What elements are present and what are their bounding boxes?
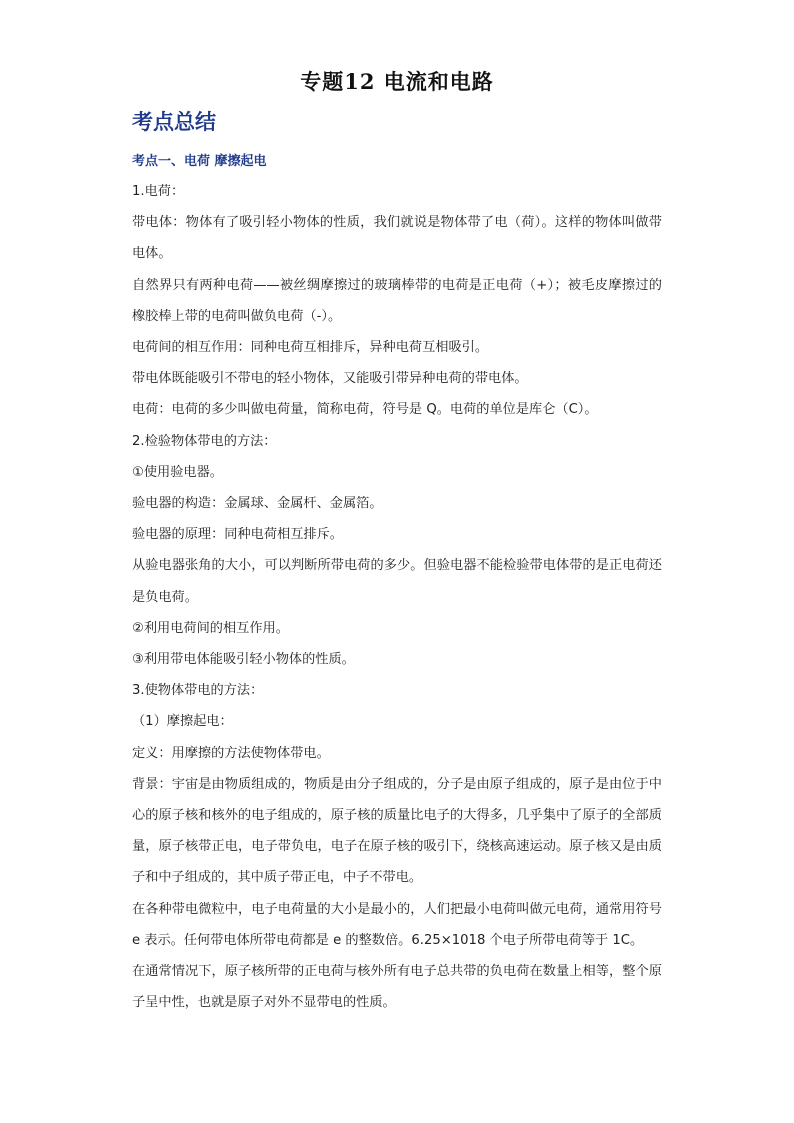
paragraph: 2.检验物体带电的方法： (132, 433, 277, 449)
paragraph: 验电器的构造：金属球、金属杆、金属箔。 (132, 496, 383, 512)
paragraph: （1）摩擦起电： (132, 714, 233, 730)
paragraph: 验电器的原理：同种电荷相互排斥。 (132, 527, 343, 543)
paragraph: 带电体：物体有了吸引轻小物体的性质，我们就说是物体带了电（荷）。这样的物体叫做带电体。 (132, 215, 662, 262)
paragraph: 带电体既能吸引不带电的轻小物体，又能吸引带异种电荷的带电体。 (132, 371, 528, 387)
subsection-heading: 考点一、电荷 摩擦起电 (132, 154, 267, 169)
paragraph: 电荷：电荷的多少叫做电荷量，简称电荷，符号是 Q。电荷的单位是库仑（C）。 (132, 402, 598, 418)
paragraph: 定义：用摩擦的方法使物体带电。 (132, 745, 330, 761)
paragraph: 在各种带电微粒中，电子电荷量的大小是最小的，人们把最小电荷叫做元电荷，通常用符号 e 表示。任何带电体所带电荷都是 e 的整数倍。6.25×1018 个电子所带电荷等于 1C。 (132, 901, 662, 948)
paragraph: 电荷间的相互作用：同种电荷互相排斥，异种电荷互相吸引。 (132, 340, 489, 356)
paragraph: ②利用电荷间的相互作用。 (132, 620, 289, 636)
paragraph: 3.使物体带电的方法： (132, 683, 264, 699)
paragraph: ①使用验电器。 (132, 464, 223, 480)
paragraph: 背景：宇宙是由物质组成的，物质是由分子组成的，分子是由原子组成的，原子是由位于中心的原子核和核外的电子组成的，原子核的质量比电子的大得多，几乎集中了原子的全部质量，原子核带正电，电子带负电，电子在原子核的吸引下，绕核高速运动。原子核又是由质子和中子组成的，其中质子带正电，中子不带电。 (132, 776, 662, 886)
paragraph: 自然界只有两种电荷——被丝绸摩擦过的玻璃棒带的电荷是正电荷（+）；被毛皮摩擦过的橡胶棒上带的电荷叫做负电荷（-）。 (132, 277, 662, 324)
paragraph: 从验电器张角的大小，可以判断所带电荷的多少。但验电器不能检验带电体带的是正电荷还是负电荷。 (132, 558, 662, 605)
document-title: 专题12 电流和电路 (300, 69, 494, 94)
section-heading: 考点总结 (132, 109, 216, 134)
paragraph: 1.电荷： (132, 184, 185, 199)
paragraph: ③利用带电体能吸引轻小物体的性质。 (132, 652, 355, 668)
paragraph: 在通常情况下，原子核所带的正电荷与核外所有电子总共带的负电荷在数量上相等，整个原子呈中性，也就是原子对外不显带电的性质。 (132, 964, 662, 1011)
document-body (132, 176, 662, 1018)
